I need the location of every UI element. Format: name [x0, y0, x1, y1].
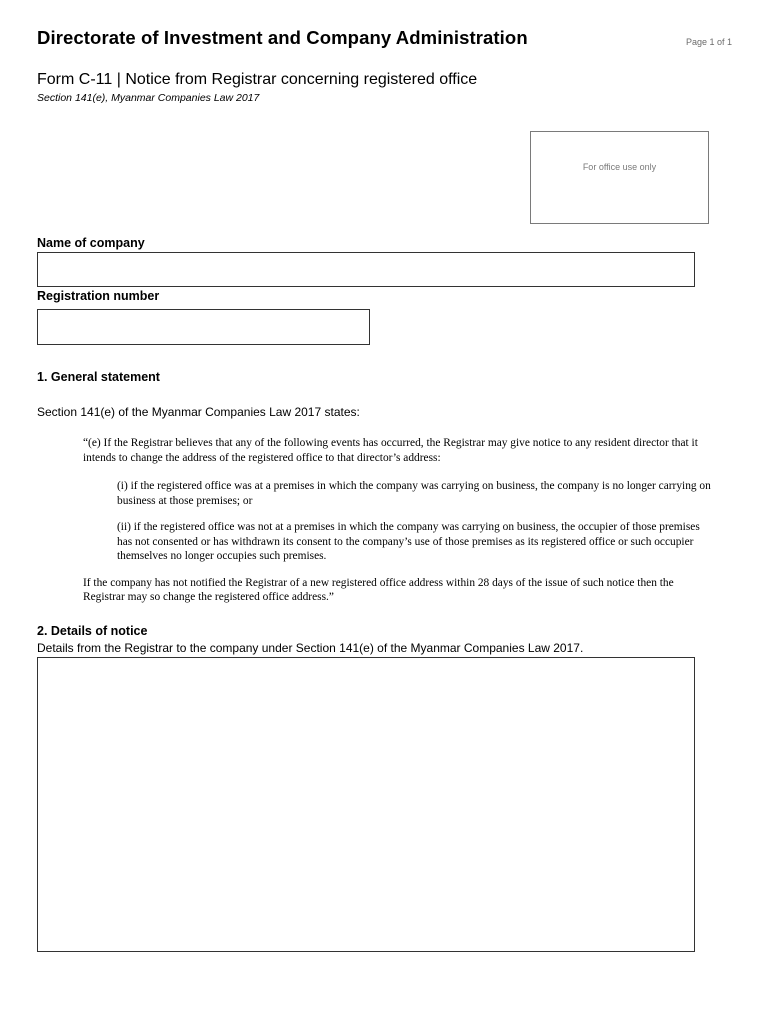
company-name-label: Name of company [37, 236, 145, 250]
registration-number-label: Registration number [37, 289, 160, 303]
office-use-label: For office use only [582, 162, 657, 172]
office-use-box [530, 131, 709, 224]
registration-number-field[interactable] [37, 309, 370, 345]
quote-close: If the company has not notified the Registrar of a new registered office address within 28 days of the issue of such notice then the Registrar may so change the registered office address.” [83, 576, 674, 603]
legal-quote [83, 436, 713, 605]
section-2-description: Details from the Registrar to the company under Section 141(e) of the Myanmar Companies Law 2017. [37, 641, 584, 655]
org-title: Directorate of Investment and Company Administration [37, 27, 528, 48]
company-name-field[interactable] [37, 252, 695, 287]
section-2-heading: 2. Details of notice [37, 624, 148, 638]
quote-lead: “(e) If the Registrar believes that any of the following events has occurred, the Registrar may give notice to any resident director that it intends to change the address of the registered office to that director’s address: [83, 437, 698, 464]
section-1-intro: Section 141(e) of the Myanmar Companies Law 2017 states: [37, 405, 360, 419]
form-title: Form C-11 | Notice from Registrar concerning registered office [37, 71, 478, 88]
page-number: Page 1 of 1 [686, 37, 733, 47]
quote-item-ii: (ii) if the registered office was not at a premises in which the company was carrying on business, the occupier of those premises has not consented or has withdrawn its consent to the company’s use of those premises as its registered office or such occupier themselves no longer occupies such premises. [117, 521, 700, 562]
quote-item-i: (i) if the registered office was at a premises in which the company was carrying on business, the company is no longer carrying on business at those premises; or [117, 480, 711, 507]
notice-details-field[interactable] [37, 657, 695, 952]
section-1-heading: 1. General statement [37, 370, 160, 384]
form-subtitle: Section 141(e), Myanmar Companies Law 2017 [37, 92, 260, 104]
